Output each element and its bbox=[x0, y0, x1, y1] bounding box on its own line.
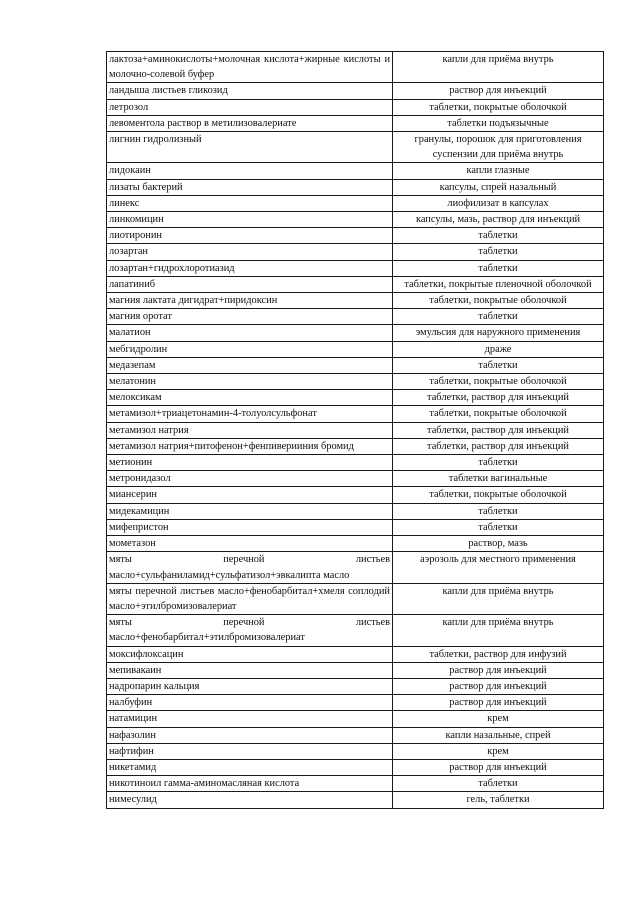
dosage-form-cell: лиофилизат в капсулах bbox=[393, 195, 604, 211]
dosage-form-cell: капли глазные bbox=[393, 163, 604, 179]
dosage-form-cell: таблетки, покрытые оболочкой bbox=[393, 99, 604, 115]
dosage-form-cell: таблетки, раствор для инфузий bbox=[393, 646, 604, 662]
dosage-form-cell: таблетки bbox=[393, 455, 604, 471]
drug-name-cell: надропарин кальция bbox=[107, 678, 393, 694]
table-row bbox=[107, 662, 604, 678]
table-row bbox=[107, 438, 604, 454]
drug-name-cell: нимесулид bbox=[107, 792, 393, 808]
dosage-form-cell: таблетки bbox=[393, 503, 604, 519]
dosage-form-cell: гель, таблетки bbox=[393, 792, 604, 808]
drug-name-cell: мелатонин bbox=[107, 374, 393, 390]
table-row bbox=[107, 212, 604, 228]
drug-name-cell: метамизол натрия bbox=[107, 422, 393, 438]
drug-name-cell: лизаты бактерий bbox=[107, 179, 393, 195]
drug-table-body bbox=[107, 52, 604, 809]
table-row bbox=[107, 792, 604, 808]
table-row bbox=[107, 727, 604, 743]
dosage-form-cell: раствор для инъекций bbox=[393, 662, 604, 678]
drug-table bbox=[106, 51, 604, 809]
table-row bbox=[107, 406, 604, 422]
drug-name-cell: лигнин гидролизный bbox=[107, 132, 393, 163]
table-row bbox=[107, 276, 604, 292]
dosage-form-cell: таблетки подъязычные bbox=[393, 115, 604, 131]
dosage-form-cell: раствор для инъекций bbox=[393, 695, 604, 711]
drug-name-cell: метамизол натрия+питофенон+фенпиверииния бромид bbox=[107, 438, 393, 454]
drug-name-cell: мяты перечной листьев масло+фенобарбитал+этилбромизовалериат bbox=[107, 615, 393, 646]
table-row bbox=[107, 341, 604, 357]
drug-name-cell: метамизол+триацетонамин-4-толуолсульфонат bbox=[107, 406, 393, 422]
drug-name-cell: медазепам bbox=[107, 357, 393, 373]
drug-name-cell: никотиноил гамма-аминомасляная кислота bbox=[107, 776, 393, 792]
drug-name-cell: линкомицин bbox=[107, 212, 393, 228]
table-row bbox=[107, 552, 604, 583]
table-row bbox=[107, 357, 604, 373]
dosage-form-cell: таблетки, покрытые оболочкой bbox=[393, 406, 604, 422]
dosage-form-cell: капсулы, мазь, раствор для инъекций bbox=[393, 212, 604, 228]
dosage-form-cell: таблетки, покрытые оболочкой bbox=[393, 293, 604, 309]
table-row bbox=[107, 455, 604, 471]
drug-name-cell: метионин bbox=[107, 455, 393, 471]
table-row bbox=[107, 759, 604, 775]
drug-name-cell: магния оротат bbox=[107, 309, 393, 325]
drug-name-cell: лозартан bbox=[107, 244, 393, 260]
table-row bbox=[107, 83, 604, 99]
table-row bbox=[107, 99, 604, 115]
dosage-form-cell: таблетки вагинальные bbox=[393, 471, 604, 487]
dosage-form-cell: раствор для инъекций bbox=[393, 759, 604, 775]
table-row bbox=[107, 244, 604, 260]
dosage-form-cell: таблетки, покрытые оболочкой bbox=[393, 487, 604, 503]
dosage-form-cell: таблетки bbox=[393, 260, 604, 276]
dosage-form-cell: капли назальные, спрей bbox=[393, 727, 604, 743]
drug-name-cell: мебгидролин bbox=[107, 341, 393, 357]
dosage-form-cell: таблетки bbox=[393, 519, 604, 535]
drug-name-cell: мидекамицин bbox=[107, 503, 393, 519]
drug-name-cell: малатион bbox=[107, 325, 393, 341]
dosage-form-cell: эмульсия для наружного применения bbox=[393, 325, 604, 341]
table-row bbox=[107, 422, 604, 438]
table-row bbox=[107, 179, 604, 195]
dosage-form-cell: таблетки, раствор для инъекций bbox=[393, 390, 604, 406]
dosage-form-cell: раствор, мазь bbox=[393, 536, 604, 552]
table-row bbox=[107, 583, 604, 614]
dosage-form-cell: капли для приёма внутрь bbox=[393, 583, 604, 614]
table-row bbox=[107, 163, 604, 179]
drug-name-cell: нафтифин bbox=[107, 743, 393, 759]
table-row bbox=[107, 743, 604, 759]
table-row bbox=[107, 646, 604, 662]
table-row bbox=[107, 195, 604, 211]
dosage-form-cell: таблетки, покрытые пленочной оболочкой bbox=[393, 276, 604, 292]
table-row bbox=[107, 471, 604, 487]
drug-name-cell: нафазолин bbox=[107, 727, 393, 743]
dosage-form-cell: капли для приёма внутрь bbox=[393, 615, 604, 646]
drug-name-cell: миансерин bbox=[107, 487, 393, 503]
drug-name-cell: мифепристон bbox=[107, 519, 393, 535]
dosage-form-cell: раствор для инъекций bbox=[393, 678, 604, 694]
drug-name-cell: лозартан+гидрохлоротиазид bbox=[107, 260, 393, 276]
dosage-form-cell: таблетки bbox=[393, 244, 604, 260]
table-row bbox=[107, 536, 604, 552]
drug-name-cell: моксифлоксацин bbox=[107, 646, 393, 662]
dosage-form-cell: драже bbox=[393, 341, 604, 357]
table-row bbox=[107, 519, 604, 535]
table-row bbox=[107, 132, 604, 163]
table-row bbox=[107, 615, 604, 646]
drug-name-cell: никетамид bbox=[107, 759, 393, 775]
drug-name-cell: лактоза+аминокислоты+молочная кислота+жирные кислоты и молочно-солевой буфер bbox=[107, 52, 393, 83]
drug-name-cell: ландыша листьев гликозид bbox=[107, 83, 393, 99]
table-row bbox=[107, 309, 604, 325]
dosage-form-cell: таблетки, раствор для инъекций bbox=[393, 422, 604, 438]
drug-name-cell: мометазон bbox=[107, 536, 393, 552]
table-row bbox=[107, 115, 604, 131]
table-row bbox=[107, 695, 604, 711]
table-row bbox=[107, 325, 604, 341]
table-row bbox=[107, 293, 604, 309]
table-row bbox=[107, 711, 604, 727]
dosage-form-cell: таблетки, покрытые оболочкой bbox=[393, 374, 604, 390]
dosage-form-cell: капли для приёма внутрь bbox=[393, 52, 604, 83]
drug-name-cell: лиотиронин bbox=[107, 228, 393, 244]
dosage-form-cell: таблетки bbox=[393, 776, 604, 792]
table-row bbox=[107, 228, 604, 244]
table-row bbox=[107, 503, 604, 519]
dosage-form-cell: таблетки bbox=[393, 357, 604, 373]
dosage-form-cell: таблетки bbox=[393, 309, 604, 325]
drug-name-cell: натамицин bbox=[107, 711, 393, 727]
table-row bbox=[107, 374, 604, 390]
dosage-form-cell: таблетки bbox=[393, 228, 604, 244]
drug-name-cell: налбуфин bbox=[107, 695, 393, 711]
dosage-form-cell: аэрозоль для местного применения bbox=[393, 552, 604, 583]
dosage-form-cell: таблетки, раствор для инъекций bbox=[393, 438, 604, 454]
drug-name-cell: мяты перечной листьев масло+фенобарбитал+хмеля соплодий масло+этилбромизовалериат bbox=[107, 583, 393, 614]
dosage-form-cell: крем bbox=[393, 711, 604, 727]
dosage-form-cell: гранулы, порошок для приготовления суспензии для приёма внутрь bbox=[393, 132, 604, 163]
drug-name-cell: метронидазол bbox=[107, 471, 393, 487]
table-row bbox=[107, 678, 604, 694]
drug-name-cell: лидокаин bbox=[107, 163, 393, 179]
drug-name-cell: мяты перечной листьев масло+сульфаниламид+сульфатизол+эвкалипта масло bbox=[107, 552, 393, 583]
drug-name-cell: летрозол bbox=[107, 99, 393, 115]
dosage-form-cell: раствор для инъекций bbox=[393, 83, 604, 99]
drug-name-cell: мелоксикам bbox=[107, 390, 393, 406]
table-row bbox=[107, 390, 604, 406]
table-row bbox=[107, 260, 604, 276]
table-row bbox=[107, 487, 604, 503]
dosage-form-cell: капсулы, спрей назальный bbox=[393, 179, 604, 195]
drug-name-cell: магния лактата дигидрат+пиридоксин bbox=[107, 293, 393, 309]
drug-name-cell: левоментола раствор в метилизовалериате bbox=[107, 115, 393, 131]
drug-name-cell: мепивакаин bbox=[107, 662, 393, 678]
dosage-form-cell: крем bbox=[393, 743, 604, 759]
table-row bbox=[107, 52, 604, 83]
drug-name-cell: линекс bbox=[107, 195, 393, 211]
drug-name-cell: лапатиниб bbox=[107, 276, 393, 292]
table-row bbox=[107, 776, 604, 792]
